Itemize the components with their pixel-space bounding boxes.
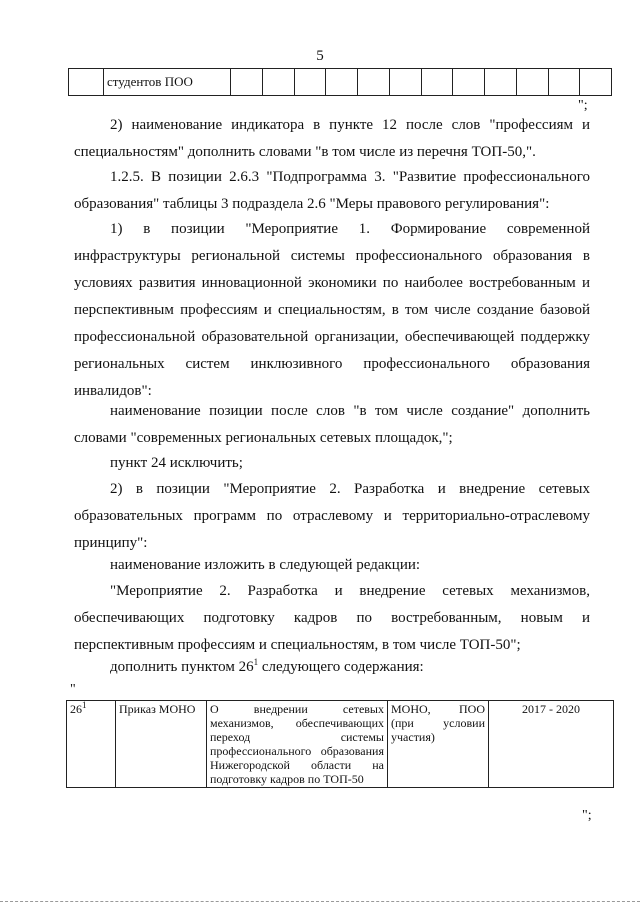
table-cell <box>485 69 517 96</box>
paragraph-measure-2: 2) в позиции "Мероприятие 2. Разработка и внедрение сетевых образовательных программ по отраслевому и территориально-отраслевому принципу": <box>74 481 590 551</box>
paragraph-new-wording: наименование изложить в следующей редакции: <box>110 557 421 573</box>
cell-document: Приказ МОНО <box>116 701 207 788</box>
paragraph-1-2-5: 1.2.5. В позиции 2.6.3 "Подпрограмма 3. "Развитие профессионального образования" таблицы 3 подраздела 2.6 "Меры правового регулирования": <box>74 169 590 212</box>
table-cell <box>326 69 358 96</box>
table-cell <box>69 69 104 96</box>
table-cell-text: студентов ПОО <box>104 69 231 96</box>
paragraph-measure-1: 1) в позиции "Мероприятие 1. Формирование современной инфраструктуры региональной системы профессионального образования в условиях развития инновационной экономики по наиболее востребованным и перспективным профессиям и специальностям, в том числе создание базовой профессиональной образовательной организации, обеспечивающей поддержку региональных систем инклюзивного профессионального образования инвалидов": <box>74 221 590 399</box>
paragraph-indicator: 2) наименование индикатора в пункте 12 после слов "профессиям и специальностям" дополнить словами "в том числе из перечня ТОП-50,". <box>74 117 590 160</box>
insert-table <box>66 700 614 788</box>
number-text: 26 <box>70 702 82 716</box>
opening-quote: " <box>70 682 76 697</box>
paragraph-exclude-24: пункт 24 исключить; <box>110 455 243 471</box>
table-cell <box>453 69 485 96</box>
paragraph-measure-2-text: "Мероприятие 2. Разработка и внедрение сетевых механизмов, обеспечивающих подготовку кадров по востребованным, новым и перспективным профессиям и специальностям, в том числе ТОП-50"; <box>74 583 590 653</box>
closing-quote: "; <box>578 98 588 113</box>
paragraph-name-addition: наименование позиции после слов "в том числе создание" дополнить словами "современных региональных сетевых площадок,"; <box>74 403 590 446</box>
table-cell <box>262 69 294 96</box>
cell-number <box>67 701 116 788</box>
table-cell <box>516 69 548 96</box>
page-number: 5 <box>316 48 324 64</box>
number-sup: 1 <box>82 700 87 710</box>
scan-edge-line <box>0 901 640 902</box>
cell-period: 2017 - 2020 <box>489 701 614 788</box>
cell-content: О внедрении сетевых механизмов, обеспечивающих переход системы профессионального образования Нижегородской области на подготовку кадров по ТОП-50 <box>207 701 388 788</box>
table-cell <box>294 69 326 96</box>
paragraph-add-26-1 <box>74 654 590 681</box>
table-cell <box>421 69 453 96</box>
cell-executor: МОНО, ПОО (при условии участия) <box>388 701 489 788</box>
table-cell <box>389 69 421 96</box>
add-point-tail: следующего содержания: <box>258 659 424 675</box>
table-cell <box>231 69 263 96</box>
table-cell <box>548 69 580 96</box>
add-point-sup: 1 <box>253 657 259 667</box>
top-table-fragment <box>68 68 612 96</box>
add-point-text: дополнить пунктом 26 <box>110 659 254 675</box>
table-cell <box>358 69 390 96</box>
closing-quote: "; <box>582 808 592 823</box>
table-cell <box>580 69 612 96</box>
